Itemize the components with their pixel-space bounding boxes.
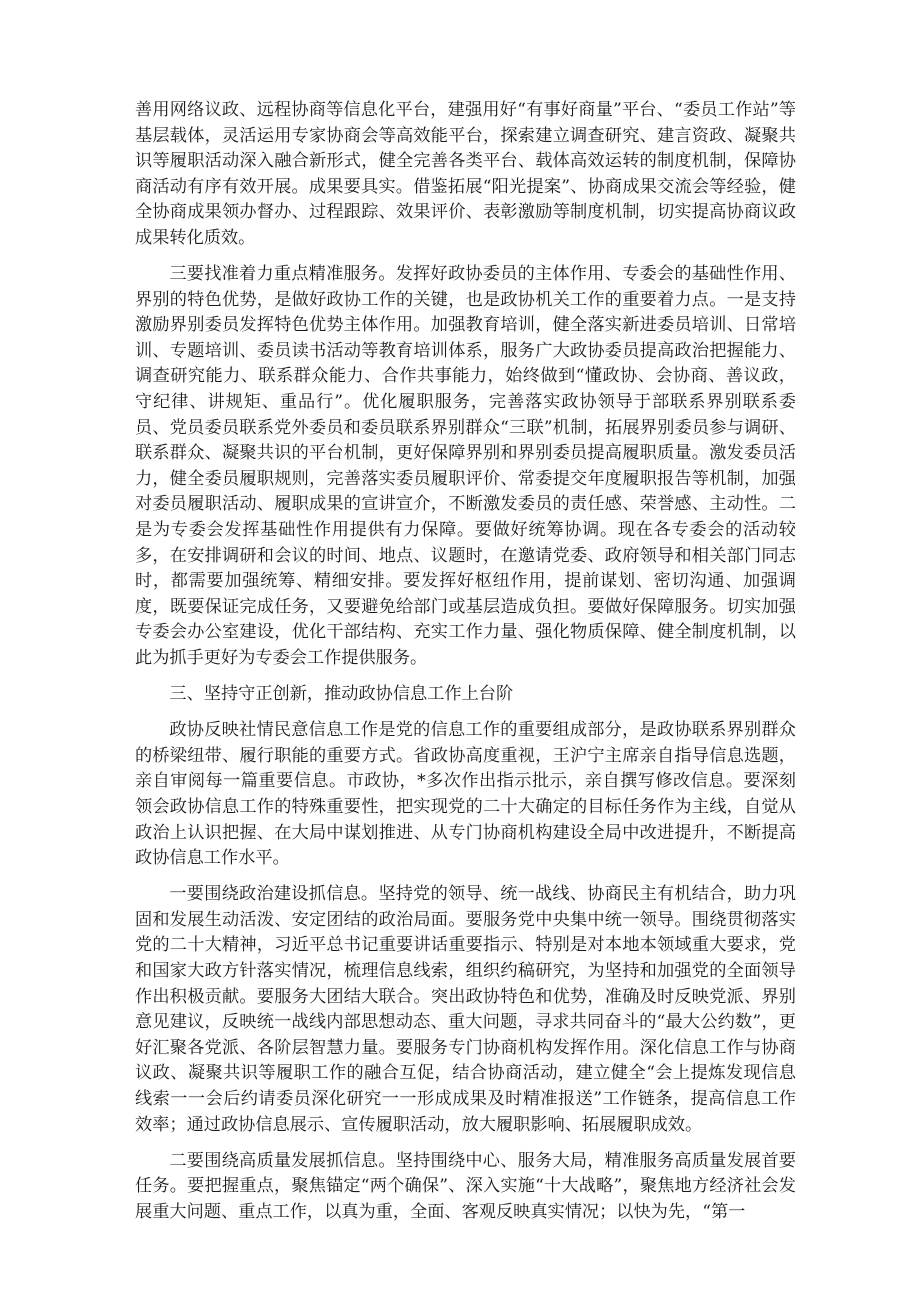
paragraph-high-quality-development: 二要围绕高质量发展抓信息。坚持围绕中心、服务大局，精准服务高质量发展首要任务。要把握重点，聚焦锚定“两个确保”、深入实施“十大战略”，聚焦地方经济社会发展重大问题、重点工作，以真为重，全面、客观反映真实情况；以快为先，“第一 <box>135 1150 796 1222</box>
paragraph-platforms: 善用网络议政、远程协商等信息化平台，建强用好“有事好商量”平台、“委员工作站”等基层载体，灵活运用专家协商会等高效能平台，探索建立调查研究、建言资政、凝聚共识等履职活动深入融合新形式，健全完善各类平台、载体高效运转的制度机制，保障协商活动有序有效开展。成果要具实。借鉴拓展“阳光提案”、协商成果交流会等经验，健全协商成果领办督办、过程跟踪、效果评价、表彰激励等制度机制，切实提高协商议政成果转化质效。 <box>135 100 796 248</box>
paragraph-third-requirement: 三要找准着力重点精准服务。发挥好政协委员的主体作用、专委会的基础性作用、界别的特色优势，是做好政协工作的关键，也是政协机关工作的重要着力点。一是支持激励界别委员发挥特色优势主体作用。加强教育培训，健全落实新进委员培训、日常培训、专题培训、委员读书活动等教育培训体系，服务广大政协委员提高政治把握能力、调查研究能力、联系群众能力、合作共事能力，始终做到“懂政协、会协商、善议政，守纪律、讲规矩、重品行”。优化履职服务，完善落实政协领导于部联系界别联系委员、党员委员联系党外委员和委员联系界别群众“三联”机制，拓展界别委员参与调研、联系群众、凝聚共识的平台机制，更好保障界别和界别委员提高履职质量。激发委员活力，健全委员履职规则，完善落实委员履职评价、常委提交年度履职报告等机制，加强对委员履职活动、履职成果的宣讲宣介，不断激发委员的责任感、荣誉感、主动性。二是为专委会发挥基础性作用提供有力保障。要做好统筹协调。现在各专委会的活动较多，在安排调研和会议的时间、地点、议题时，在邀请党委、政府领导和相关部门同志时，都需要加强统筹、精细安排。要发挥好枢纽作用，提前谋划、密切沟通、加强调度，既要保证完成任务，又要避免给部门或基层造成负担。要做好保障服务。切实加强专委会办公室建设，优化干部结构、充实工作力量、强化物质保障、健全制度机制，以此为抓手更好为专委会工作提供服务。 <box>135 264 796 668</box>
paragraph-political-building: 一要围绕政治建设抓信息。坚持党的领导、统一战线、协商民主有机结合，助力巩固和发展生动活泼、安定团结的政治局面。要服务党中央集中统一领导。围绕贯彻落实党的二十大精神，习近平总书记重要讲话重要指示、特别是对本地本领域重大要求，党和国家大政方针落实情况，梳理信息线索，组织约稿研究，为坚持和加强党的全面领导作出积极贡献。要服务大团结大联合。突出政协特色和优势，准确及时反映党派、界别意见建议，反映统一战线内部思想动态、重大问题，寻求共同奋斗的“最大公约数”，更好汇聚各党派、各阶层智慧力量。要服务专门协商机构发挥作用。深化信息工作与协商议政、凝聚共识等履职工作的融合互促，结合协商活动，建立健全“会上提炼发现信息线索一一会后约请委员深化研究一一形成成果及时精准报送”工作链条，提高信息工作效率；通过政协信息展示、宣传履职活动，放大履职影响、拓展履职成效。 <box>135 884 796 1135</box>
section-heading-three: 三、坚持守正创新，推动政协信息工作上台阶 <box>169 684 514 705</box>
paragraph-information-work: 政协反映社情民意信息工作是党的信息工作的重要组成部分，是政协联系界别群众的桥梁纽带、履行职能的重要方式。省政协高度重视，王沪宁主席亲自指导信息选题，亲自审阅每一篇重要信息。市政协，*多次作出指示批示，亲自撰写修改信息。要深刻领会政协信息工作的特殊重要性，把实现党的二十大确定的目标任务作为主线，自觉从政治上认识把握、在大局中谋划推进、从专门协商机构建设全局中改进提升，不断提高政协信息工作水平。 <box>135 720 796 869</box>
